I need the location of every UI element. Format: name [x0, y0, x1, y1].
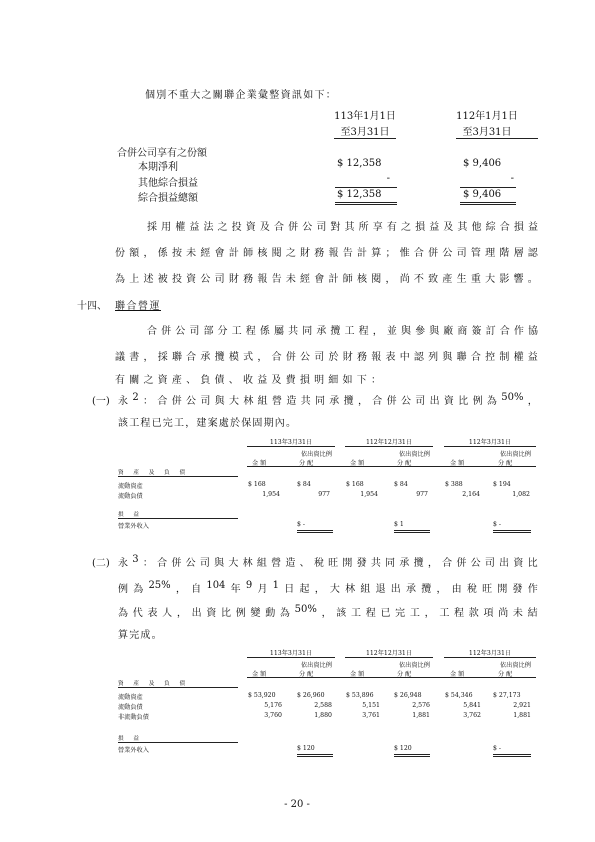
paragraph-line: 為 上 述 被 投 資 公 司 財 務 報 告 未 經 會 計 師 核 閱 ， 尚 不 致 產 生 重 大 影 響 。 — [115, 274, 538, 285]
cell-value: 3,762 — [463, 712, 481, 719]
total-rule — [297, 754, 333, 757]
table-section-label: 損 益 — [118, 512, 143, 518]
header-rule — [444, 446, 536, 447]
header-rule — [444, 657, 536, 658]
period-header: 112年3月31日 — [468, 439, 512, 446]
cell-value: $ 120 — [297, 745, 315, 752]
label-rule — [118, 476, 238, 477]
period-header: 112年12月31日 — [365, 439, 413, 446]
table-row-label: 流動負債 — [118, 704, 143, 711]
share-header: 分 配 — [498, 671, 513, 678]
cell-value: 1,880 — [314, 712, 332, 719]
cell-value: $ 53,896 — [346, 692, 374, 699]
label-rule — [118, 687, 238, 688]
section-title: 聯合營運 — [115, 301, 161, 312]
summary-row-value: $ 9,406 — [463, 189, 502, 200]
header-rule — [247, 677, 536, 678]
cell-value: $ 26,948 — [394, 692, 422, 699]
period-header: 113年3月31日 — [269, 439, 313, 446]
cell-value: $ - — [493, 521, 501, 528]
summary-total-rule — [460, 202, 516, 205]
cell-value: $ 27,173 — [493, 692, 521, 699]
share-header: 分 配 — [498, 460, 513, 467]
paragraph-line: 永 3 ： 合 併 公 司 與 大 林 組 營 造 、 稅 旺 開 發 共 同 承 攬 ， 合 併 公 司 出 資 比 — [118, 554, 538, 569]
summary-col2-line1: 112年1月1日 — [456, 111, 518, 122]
period-header: 112年3月31日 — [468, 650, 512, 657]
share-header: 依出資比例 — [500, 662, 531, 669]
share-header: 分 配 — [299, 460, 314, 467]
cell-value: $ 194 — [493, 481, 511, 488]
cell-value: 1,881 — [513, 712, 531, 719]
cell-value: $ 54,346 — [445, 692, 473, 699]
summary-row-label: 合併公司享有之份額 — [117, 148, 207, 159]
summary-row-label: 綜合損益總額 — [138, 193, 198, 204]
share-header: 依出資比例 — [301, 662, 332, 669]
cell-value: $ 120 — [394, 745, 412, 752]
summary-row-value: $ 12,358 — [337, 189, 382, 200]
amount-header: 金 額 — [350, 671, 365, 678]
cell-value: $ 1 — [394, 521, 404, 528]
paragraph-line: 該工程已完工，建案處於保固期內。 — [118, 418, 298, 429]
cell-value: $ 388 — [445, 481, 463, 488]
share-header: 依出資比例 — [399, 662, 430, 669]
amount-header: 金 額 — [252, 460, 267, 467]
cell-value: 3,760 — [264, 712, 282, 719]
share-header: 依出資比例 — [500, 451, 531, 458]
summary-intro: 個別不重大之關聯企業彙整資訊如下： — [145, 90, 338, 101]
cell-value: 1,082 — [512, 491, 530, 498]
header-rule — [247, 657, 335, 658]
paragraph-line: 議 書 ， 採 聯 合 承 攬 模 式 ， 合 併 公 司 於 財 務 報 表 中 認 列 與 聯 合 控 制 權 益 — [115, 352, 538, 363]
paragraph-line: 例 為 25% ， 自 104 年 9 月 1 日 起 ， 大 林 組 退 出 承 攬 ， 由 稅 旺 開 發 作 — [118, 580, 538, 595]
summary-col1-line2: 至3月31日 — [340, 127, 390, 138]
summary-row-value: - — [510, 173, 514, 184]
page-number: - 20 - — [284, 799, 310, 810]
share-header: 依出資比例 — [301, 451, 332, 458]
paragraph-line: 有 關 之 資 產 、 負 債 、 收 益 及 費 損 明 細 如 下 ： — [115, 375, 381, 386]
table-section-label: 資 產 及 負 債 — [118, 470, 190, 476]
table-row-label: 流動資產 — [118, 694, 143, 701]
cell-value: 3,761 — [362, 712, 380, 719]
share-header: 分 配 — [397, 671, 412, 678]
share-header: 分 配 — [299, 671, 314, 678]
table-section-label: 資 產 及 負 債 — [118, 681, 190, 687]
period-header: 113年3月31日 — [269, 650, 313, 657]
paragraph-line: 採 用 權 益 法 之 投 資 及 合 併 公 司 對 其 所 享 有 之 損 益 及 其 他 綜 合 損 益 — [147, 222, 538, 233]
cell-value: 2,588 — [314, 702, 332, 709]
header-rule — [345, 657, 433, 658]
cell-value: 1,954 — [360, 491, 378, 498]
cell-value: 977 — [416, 491, 428, 498]
summary-subtotal-rule — [460, 187, 516, 188]
cell-value: 1,954 — [262, 491, 280, 498]
total-rule — [394, 754, 430, 757]
summary-col2-rule — [456, 138, 538, 139]
period-header: 112年12月31日 — [365, 650, 413, 657]
share-header: 依出資比例 — [399, 451, 430, 458]
paragraph-line: 份 額 ， 係 按 未 經 會 計 師 核 閱 之 財 務 報 告 計 算 ； 惟 合 併 公 司 管 理 階 層 認 — [115, 248, 538, 259]
header-rule — [247, 446, 335, 447]
share-header: 分 配 — [397, 460, 412, 467]
label-rule — [118, 518, 238, 519]
cell-value: $ 168 — [248, 481, 266, 488]
amount-header: 金 額 — [252, 671, 267, 678]
table-row-label: 流動資產 — [118, 483, 143, 490]
cell-value: 977 — [318, 491, 330, 498]
paragraph-line: 合 併 公 司 部 分 工 程 係 屬 共 同 承 攬 工 程 ， 並 與 參 與 廠 商 簽 訂 合 作 協 — [147, 326, 538, 337]
summary-col1-rule — [334, 138, 396, 139]
cell-value: 1,881 — [412, 712, 430, 719]
table-row-label: 營業外收入 — [118, 747, 149, 754]
summary-total-rule — [335, 202, 397, 205]
label-rule — [118, 742, 238, 743]
item-marker: (二) — [92, 558, 110, 569]
total-rule — [394, 530, 430, 533]
table-row-label: 流動負債 — [118, 493, 143, 500]
cell-value: 2,921 — [513, 702, 531, 709]
cell-value: 2,164 — [462, 491, 480, 498]
cell-value: 5,841 — [463, 702, 481, 709]
paragraph-line: 算完成。 — [118, 630, 163, 641]
table-section-label: 損 益 — [118, 736, 143, 742]
amount-header: 金 額 — [450, 671, 465, 678]
summary-row-value: $ 12,358 — [337, 158, 382, 169]
summary-row-value: $ 9,406 — [463, 158, 502, 169]
section-number: 十四、 — [77, 301, 107, 312]
cell-value: $ 26,960 — [297, 692, 325, 699]
summary-subtotal-rule — [335, 187, 397, 188]
cell-value: 2,576 — [412, 702, 430, 709]
total-rule — [493, 754, 531, 757]
summary-col2-line2: 至3月31日 — [462, 127, 512, 138]
summary-row-value: - — [386, 173, 390, 184]
summary-row-label: 其他綜合損益 — [138, 178, 198, 189]
amount-header: 金 額 — [450, 460, 465, 467]
table-row-label: 營業外收入 — [118, 523, 149, 530]
cell-value: 5,151 — [362, 702, 380, 709]
summary-row-label: 本期淨利 — [138, 162, 178, 173]
amount-header: 金 額 — [350, 460, 365, 467]
table-row-label: 非流動負債 — [118, 714, 149, 721]
cell-value: $ - — [493, 745, 501, 752]
cell-value: $ 168 — [346, 481, 364, 488]
total-rule — [493, 530, 531, 533]
summary-col1-line1: 113年1月1日 — [334, 111, 396, 122]
paragraph-line: 永 2 ： 合 併 公 司 與 大 林 組 營 造 共 同 承 攬 ， 合 併 公 司 出 資 比 例 為 50% ， — [118, 392, 538, 407]
header-rule — [345, 446, 433, 447]
header-rule — [247, 466, 536, 467]
item-marker: (一) — [92, 396, 110, 407]
cell-value: $ - — [297, 521, 305, 528]
cell-value: 5,176 — [264, 702, 282, 709]
paragraph-line: 為 代 表 人 ， 出 資 比 例 變 動 為 50% ， 該 工 程 已 完 工 ， 工 程 款 項 尚 未 結 — [118, 604, 538, 619]
cell-value: $ 84 — [394, 481, 408, 488]
cell-value: $ 84 — [297, 481, 311, 488]
cell-value: $ 53,920 — [248, 692, 276, 699]
total-rule — [297, 530, 333, 533]
